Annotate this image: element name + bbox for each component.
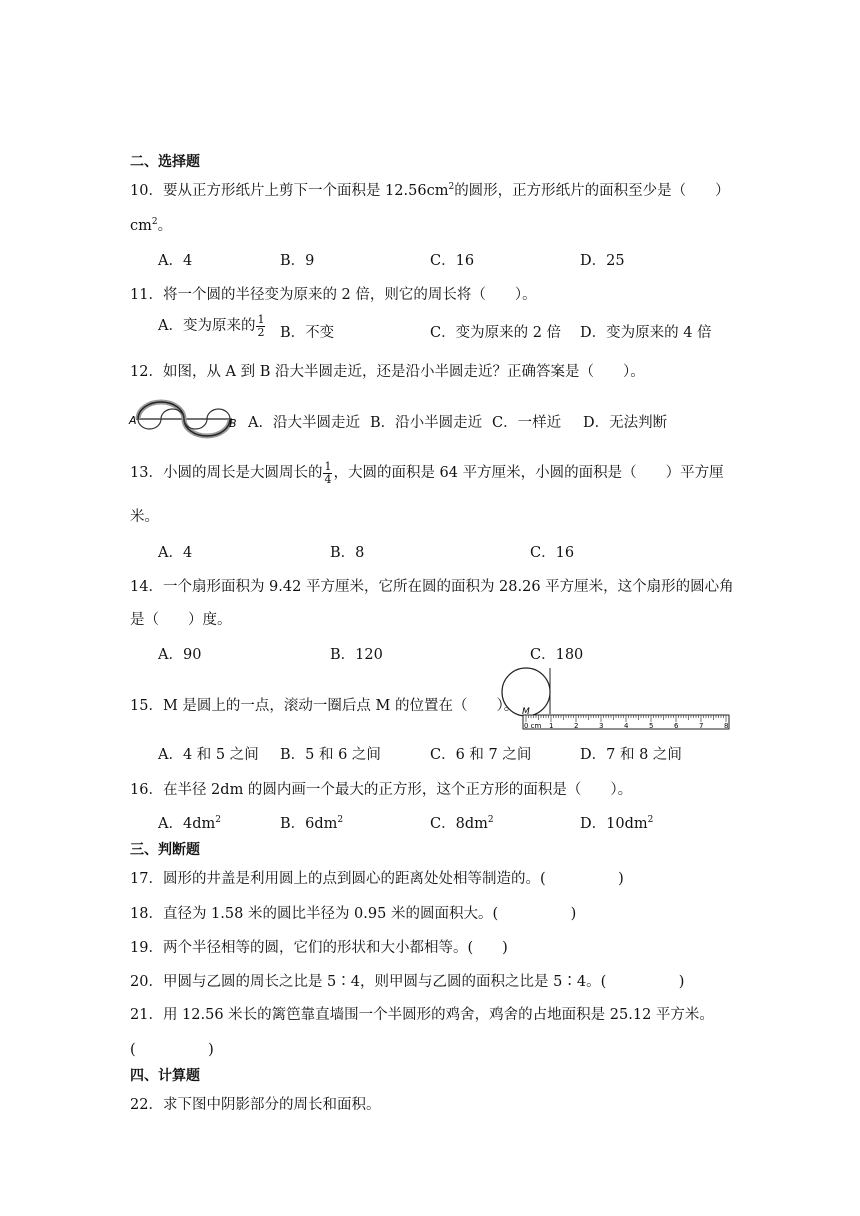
q14-option-b[interactable]: B．120 <box>330 647 383 663</box>
q10-option-b[interactable]: B．9 <box>280 253 315 269</box>
q11-fraction <box>256 314 265 338</box>
semicircle-path-figure <box>128 394 240 440</box>
q11-option-a[interactable] <box>158 314 266 338</box>
q10-sup: 2 <box>448 182 455 193</box>
question-13-line-2: 米。 <box>130 509 159 525</box>
q12-option-c[interactable]: C．一样近 <box>492 415 562 431</box>
judge-question-21-answer-blank[interactable]: ( ) <box>130 1042 214 1058</box>
q14-option-a[interactable]: A．90 <box>158 647 202 663</box>
q13-text-b: ，大圆的面积是 64 平方厘米，小圆的面积是（ ）平方厘 <box>333 465 724 482</box>
q13-option-a[interactable]: A．4 <box>158 545 193 561</box>
judge-question-18: 18．直径为 1.58 米的圆比半径为 0.95 米的圆面积大。( ) <box>130 906 577 922</box>
q10-option-d[interactable]: D．25 <box>580 253 625 269</box>
q11-option-b[interactable]: B．不变 <box>280 325 335 341</box>
q16-option-a-sup: 2 <box>215 815 221 826</box>
ruler-label: 1 <box>549 722 554 730</box>
q15-option-c[interactable]: C．6 和 7 之间 <box>430 747 532 763</box>
q16-option-a-text: A．4dm <box>158 816 216 832</box>
q12-option-b[interactable]: B．沿小半圆走近 <box>370 415 483 431</box>
question-16-stem: 16．在半径 2dm 的圆内画一个最大的正方形，这个正方形的面积是（ ）。 <box>130 782 633 798</box>
question-13-line-1 <box>130 461 724 485</box>
q11-fraction-denominator: 2 <box>257 325 265 339</box>
ruler-label: 4 <box>624 722 629 730</box>
q16-option-c-sup: 2 <box>487 815 494 826</box>
question-15-stem: 15．M 是圆上的一点，滚动一圈后点 M 的位置在（ ）。 <box>130 698 519 714</box>
ruler-label: 8 <box>724 722 729 730</box>
judge-question-21: 21．用 12.56 米长的篱笆靠直墙围一个半圆形的鸡舍，鸡舍的占地面积是 25.12 平方米。 <box>130 1007 714 1023</box>
q10-option-c[interactable]: C．16 <box>430 253 475 269</box>
question-10-line-1 <box>130 179 730 200</box>
ruler-label: 0 cm <box>524 722 542 730</box>
question-14-line-2: 是（ ）度。 <box>130 612 232 628</box>
judge-question-17: 17．圆形的井盖是利用圆上的点到圆心的距离处处相等制造的。( ) <box>130 871 624 887</box>
figure-label-a: A <box>129 414 137 427</box>
question-22-stem: 22．求下图中阴影部分的周长和面积。 <box>130 1097 381 1113</box>
q13-fraction <box>323 461 332 485</box>
question-12-stem: 12．如图，从 A 到 B 沿大半圆走近，还是沿小半圆走近？正确答案是（ ）。 <box>130 364 645 380</box>
q12-option-d[interactable]: D．无法判断 <box>583 415 668 431</box>
ruler-point-m: M <box>522 707 530 717</box>
q10-unit: cm <box>130 218 152 234</box>
q16-option-a[interactable] <box>158 812 221 833</box>
q13-option-b[interactable]: B．8 <box>330 545 365 561</box>
q16-option-b-text: B．6dm <box>280 816 338 832</box>
q16-option-c-text: C．8dm <box>430 816 488 832</box>
section-heading-judge: 三、判断题 <box>130 842 200 858</box>
ruler-label: 5 <box>649 722 654 730</box>
figure-label-b: B <box>229 417 237 430</box>
q10-option-a[interactable]: A．4 <box>158 253 193 269</box>
ruler-label: 6 <box>674 722 679 730</box>
q15-option-a[interactable]: A．4 和 5 之间 <box>158 747 259 763</box>
judge-question-20: 20．甲圆与乙圆的周长之比是 5∶4，则甲圆与乙圆的面积之比是 5∶4。( ) <box>130 974 685 990</box>
ruler-label: 7 <box>699 722 704 730</box>
q15-option-d[interactable]: D．7 和 8 之间 <box>580 747 682 763</box>
judge-question-19: 19．两个半径相等的圆，它们的形状和大小都相等。( ) <box>130 940 508 956</box>
q16-option-c[interactable] <box>430 812 494 833</box>
q13-option-c[interactable]: C．16 <box>530 545 575 561</box>
q13-fraction-denominator: 4 <box>324 472 332 486</box>
q10-unit-sup: 2 <box>151 217 158 228</box>
q11-fraction-numerator: 1 <box>257 313 265 326</box>
q10-text-a: 10．要从正方形纸片上剪下一个面积是 12.56cm <box>130 183 449 199</box>
question-10-line-2 <box>130 214 172 235</box>
q16-option-d-sup: 2 <box>647 815 654 826</box>
question-14-line-1: 14．一个扇形面积为 9.42 平方厘米，它所在圆的面积为 28.26 平方厘米，这个扇形的圆心角 <box>130 579 734 595</box>
section-heading-calc: 四、计算题 <box>130 1068 200 1084</box>
section-heading-choice: 二、选择题 <box>130 154 200 170</box>
q11-option-c[interactable]: C．变为原来的 2 倍 <box>430 325 562 341</box>
q10-end: 。 <box>157 218 173 234</box>
q16-option-d[interactable] <box>580 812 653 833</box>
q11-option-a-text: A．变为原来的 <box>158 318 256 335</box>
ruler-label: 3 <box>599 722 604 730</box>
q12-option-a[interactable]: A．沿大半圆走近 <box>248 415 360 431</box>
q15-option-b[interactable]: B．5 和 6 之间 <box>280 747 381 763</box>
rolling-circle-ruler-figure <box>500 666 732 736</box>
q10-text-b: 的圆形，正方形纸片的面积至少是（ ） <box>454 183 730 199</box>
q13-text-a: 13．小圆的周长是大圆周长的 <box>130 465 323 482</box>
ruler-label: 2 <box>574 722 579 730</box>
q11-option-d[interactable]: D．变为原来的 4 倍 <box>580 325 712 341</box>
q16-option-b-sup: 2 <box>337 815 344 826</box>
question-11-stem: 11．将一个圆的半径变为原来的 2 倍，则它的周长将（ ）。 <box>130 287 537 303</box>
q16-option-d-text: D．10dm <box>580 816 648 832</box>
q16-option-b[interactable] <box>280 812 343 833</box>
q14-option-c[interactable]: C．180 <box>530 647 584 663</box>
q13-fraction-numerator: 1 <box>324 460 332 473</box>
